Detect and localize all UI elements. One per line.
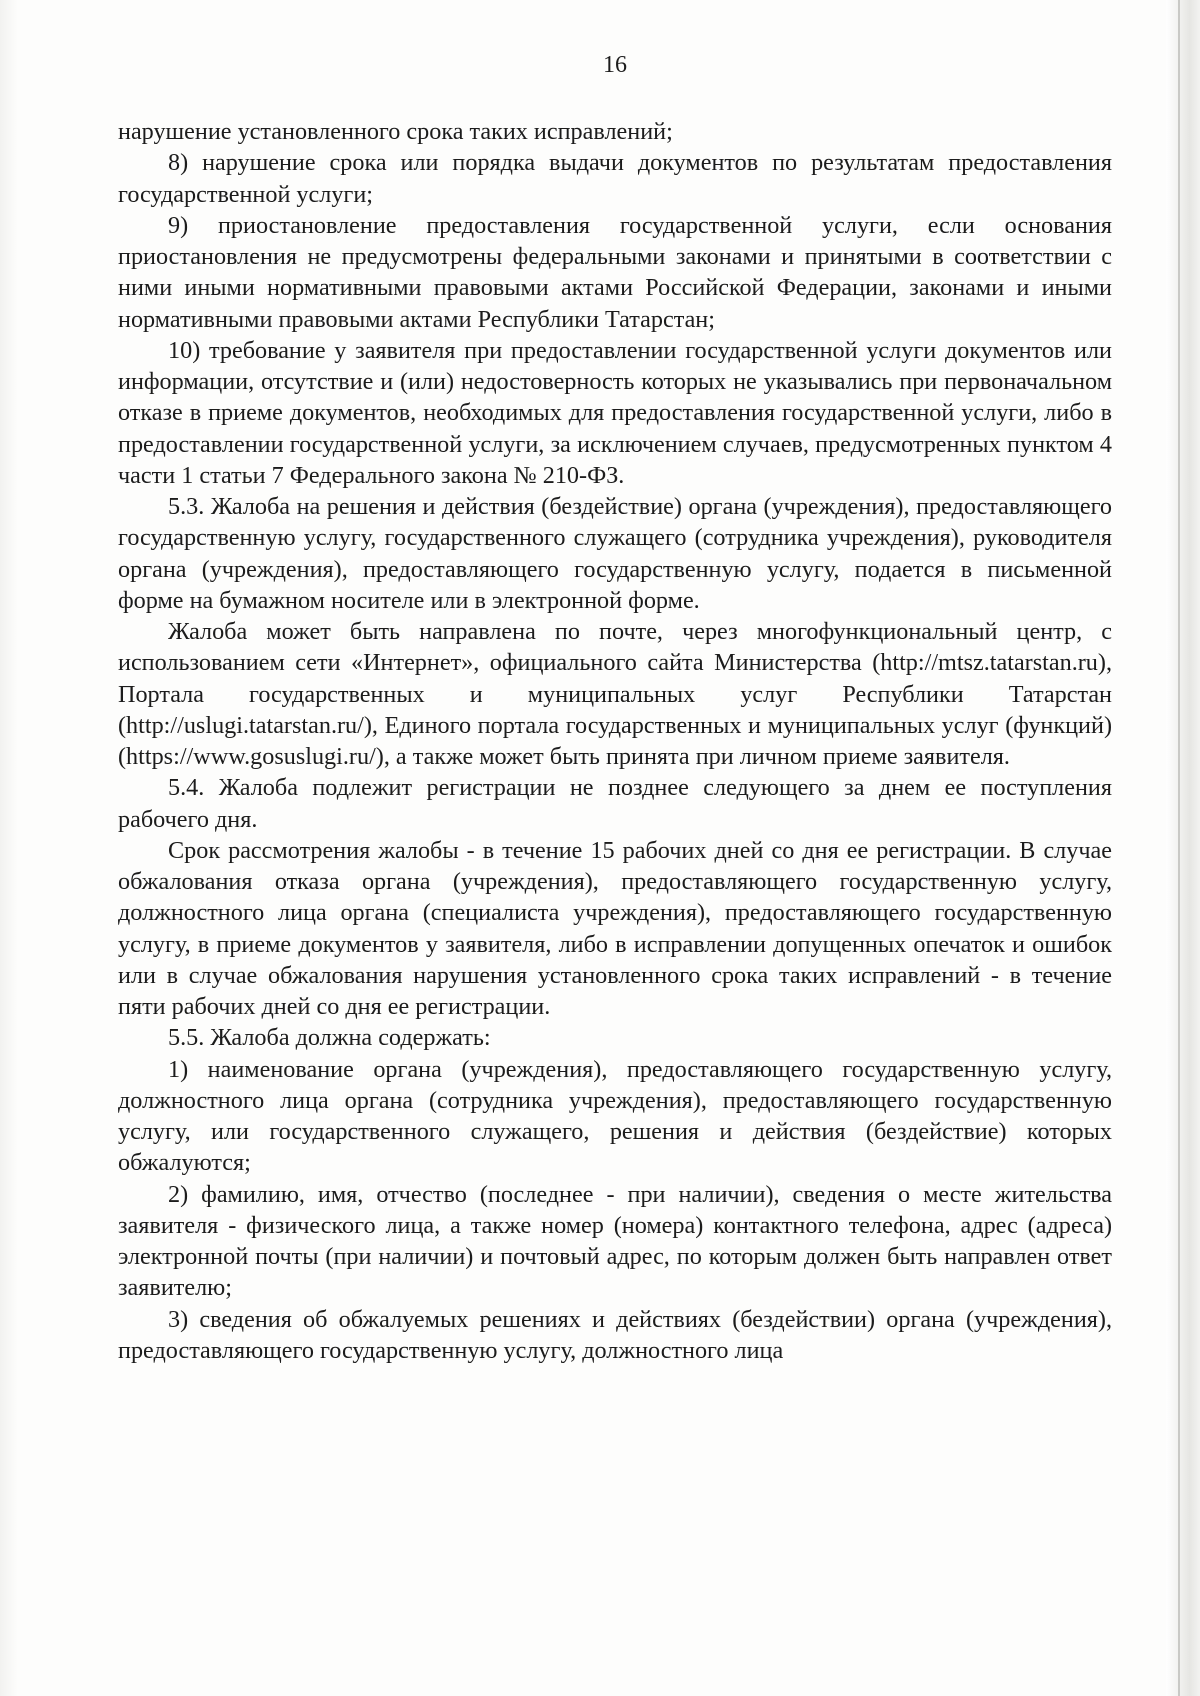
- paragraph-review-term: Срок рассмотрения жалобы - в течение 15 рабочих дней со дня ее регистрации. В случае обжалования отказа органа (учреждения), предоставляющего государственную услугу, должностного лица органа (специалиста учреждения), предоставляющего государственную услугу, в приеме документов у заявителя, либо в исправлении допущенных опечаток и ошибок или в случае обжалования нарушения установленного срока таких исправлений - в течение пяти рабочих дней со дня ее регистрации.: [118, 836, 1112, 1020]
- paragraph-content-item-2: 2) фамилию, имя, отчество (последнее - при наличии), сведения о месте жительства заявителя - физического лица, а также номер (номера) контактного телефона, адрес (адреса) электронной почты (при наличии) и почтовый адрес, по которым должен быть направлен ответ заявителю;: [118, 1180, 1112, 1302]
- document-body: [118, 116, 1112, 1366]
- page-number: 16: [603, 52, 627, 78]
- paragraph-5-4: 5.4. Жалоба подлежит регистрации не позднее следующего за днем ее поступления рабочего дня.: [118, 774, 1112, 833]
- paragraph-item-10: 10) требование у заявителя при предоставлении государственной услуги документов или информации, отсутствие и (или) недостоверность которых не указывались при первоначальном отказе в приеме документов, необходимых для предоставления государственной услуги, либо в предоставлении государственной услуги, за исключением случаев, предусмотренных пунктом 4 части 1 статьи 7 Федерального закона № 210-ФЗ.: [118, 336, 1112, 489]
- paragraph-continuation: нарушение установленного срока таких исправлений;: [118, 118, 673, 145]
- scan-edge-right: [1166, 0, 1200, 1696]
- paragraph-content-item-3: 3) сведения об обжалуемых решениях и действиях (бездействии) органа (учреждения), предоставляющего государственную услугу, должностного лица: [118, 1305, 1112, 1364]
- paragraph-content-item-1: 1) наименование органа (учреждения), предоставляющего государственную услугу, должностного лица органа (сотрудника учреждения), предоставляющего государственную услугу, или государственного служащего, решения и действия (бездействие) которых обжалуются;: [118, 1055, 1112, 1177]
- scan-edge-left: [0, 0, 18, 1696]
- paragraph-item-8: 8) нарушение срока или порядка выдачи документов по результатам предоставления государственной услуги;: [118, 149, 1112, 208]
- paragraph-5-5: 5.5. Жалоба должна содержать:: [168, 1024, 491, 1052]
- paragraph-5-3: 5.3. Жалоба на решения и действия (бездействие) органа (учреждения), предоставляющего государственную услугу, государственного служащего (сотрудника учреждения), руководителя органа (учреждения), предоставляющего государственную услугу, подается в письменной форме на бумажном носителе или в электронной форме.: [118, 493, 1112, 614]
- paragraph-item-9: 9) приостановление предоставления государственной услуги, если основания приостановления не предусмотрены федеральными законами и принятыми в соответствии с ними иными нормативными правовыми актами Российской Федерации, законами и иными нормативными правовыми актами Республики Татарстан;: [118, 211, 1112, 333]
- paragraph-complaint-channels: Жалоба может быть направлена по почте, через многофункциональный центр, с использованием сети «Интернет», официального сайта Министерства (http://mtsz.tatarstan.ru), Портала государственных и муниципальных услуг Республики Татарстан (http://uslugi.tatarstan.ru/), Единого портала государственных и муниципальных услуг (функций) (https://www.gosuslugi.ru/), а также может быть принята при личном приеме заявителя.: [118, 618, 1112, 770]
